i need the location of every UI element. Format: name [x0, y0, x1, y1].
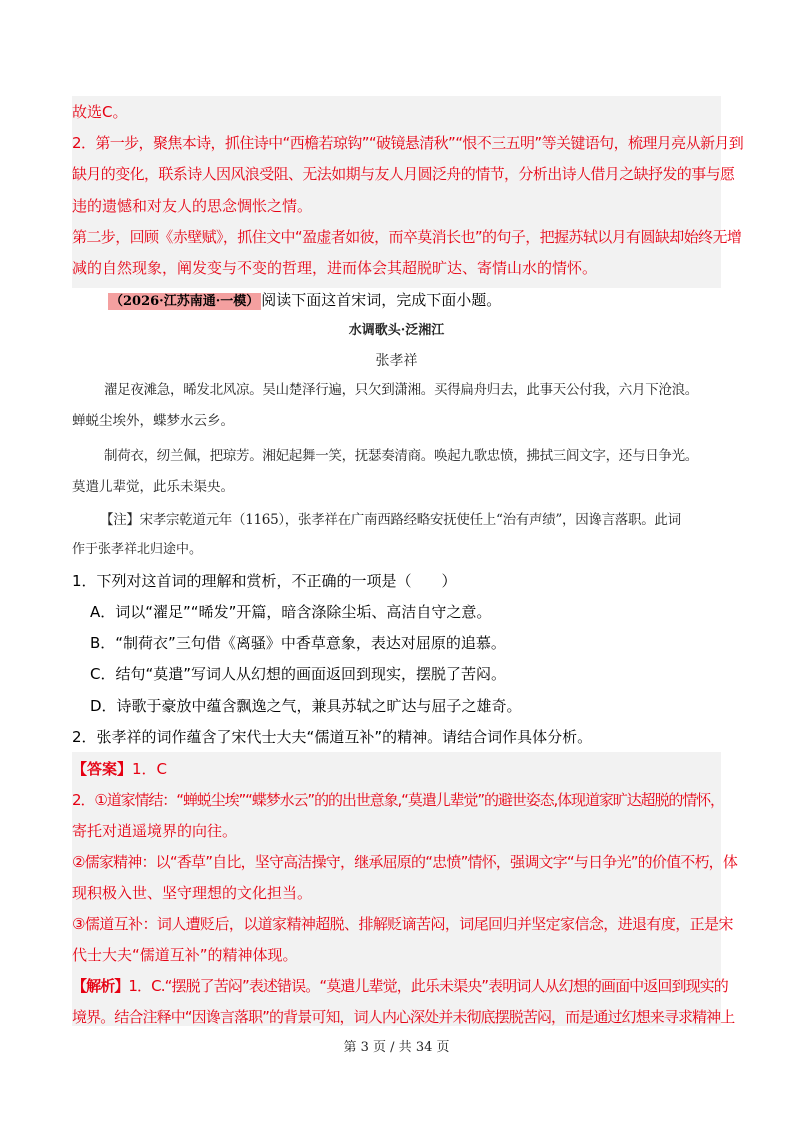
page-footer: 第 3 页 / 共 34 页: [343, 1040, 450, 1055]
text-line: 现积极入世、坚守理想的文化担当。: [72, 884, 313, 902]
text-line: 减的自然现象，阐发变与不变的哲理，进而体会其超脱旷达、寄情山水的情怀。: [72, 259, 598, 277]
poem-line: 蝉蜕尘埃外，蝶梦水云乡。: [72, 413, 234, 429]
text-line: 寄托对逍遥境界的向往。: [72, 822, 238, 840]
text-line: 故选C。: [72, 103, 128, 121]
note-line: 【注】宋孝宗乾道元年（1165），张孝祥在广南西路经略安抚使任上“治有声绩”，因谗言落职。此词: [100, 512, 681, 528]
analysis-line: [72, 976, 728, 996]
poem-line: 制荷衣，纫兰佩，把琼芳。湘妃起舞一笑，抚瑟奏清商。唤起九歌忠愤，拂拭三闾文字，还与日争光。: [104, 448, 698, 464]
poem-line: 濯足夜滩急，晞发北风凉。吴山楚泽行遍，只欠到潇湘。买得扁舟归去，此事天公付我，六月下沧浪。: [104, 382, 698, 398]
question-intro: [108, 290, 501, 312]
text-line: 2．①道家情结：“蝉蜕尘埃”“蝶梦水云”的的出世意象,“莫遣儿辈觉”的避世姿态,体现道家旷达超脱的情怀，: [72, 791, 724, 809]
answer-label: 【答案】: [72, 760, 133, 778]
question-2: 2．张孝祥的词作蕴含了宋代士大夫“儒道互补”的精神。请结合词作具体分析。: [72, 728, 593, 746]
source-tag: （2026·江苏南通·一模）: [110, 294, 260, 309]
poem-title: 水调歌头·泛湘江: [348, 323, 445, 338]
text-line: ③儒道互补：词人遭贬后，以道家精神超脱、排解贬谪苦闷，词尾回归并坚定家信念，进退有度，正是宋: [72, 915, 733, 933]
text-line: ②儒家精神：以“香草”自比，坚守高洁操守，继承屈原的“忠愤”情怀，强调文字“与日争光”的价值不朽，体: [72, 853, 738, 871]
text-line: 2．第一步，聚焦本诗，抓住诗中“西檐若琼钩”“破镜悬清秋”“恨不三五明”等关键语句，梳理月亮从新月到: [72, 134, 744, 152]
analysis-label: 【解析】: [72, 977, 129, 995]
instruction: 阅读下面这首宋词，完成下面小题。: [261, 291, 502, 309]
answer-line: [72, 759, 167, 779]
answer-value: 1．C: [132, 760, 168, 778]
text-line: 代士大夫“儒道互补”的精神体现。: [72, 946, 298, 964]
analysis-line: 境界。结合注释中“因谗言落职”的背景可知，词人内心深处并未彻底摆脱苦闷，而是通过幻想来寻求精神上: [72, 1008, 735, 1026]
option-d: D．诗歌于豪放中蕴含飘逸之气，兼具苏轼之旷达与屈子之雄奇。: [90, 697, 522, 715]
analysis-text: 1．C.“摆脱了苦闷”表述错误。“莫遣儿辈觉，此乐未渠央”表明词人从幻想的画面中返回到现实的: [128, 977, 728, 995]
text-line: 缺月的变化，联系诗人因风浪受阻、无法如期与友人月圆泛舟的情节，分析出诗人借月之缺抒发的事与愿: [72, 165, 735, 183]
question-1: 1．下列对这首词的理解和赏析，不正确的一项是（ ）: [72, 572, 457, 590]
poem-author: 张孝祥: [375, 353, 418, 369]
note-line: 作于张孝祥北归途中。: [72, 542, 203, 557]
option-c: C．结句“莫遣”写词人从幻想的画面返回到现实，摆脱了苦闷。: [90, 665, 507, 683]
poem-line: 莫遣儿辈觉，此乐未渠央。: [72, 479, 234, 495]
text-line: 第二步，回顾《赤壁赋》，抓住文中“盈虚者如彼，而卒莫消长也”的句子，把握苏轼以月有圆缺却始终无增: [72, 228, 742, 246]
option-b: B．“制荷衣”三句借《离骚》中香草意象，表达对屈原的追慕。: [90, 634, 506, 652]
text-line: 违的遗憾和对友人的思念惆怅之情。: [72, 197, 313, 215]
option-a: A．词以“濯足”“晞发”开篇，暗含涤除尘垢、高洁自守之意。: [90, 603, 492, 621]
